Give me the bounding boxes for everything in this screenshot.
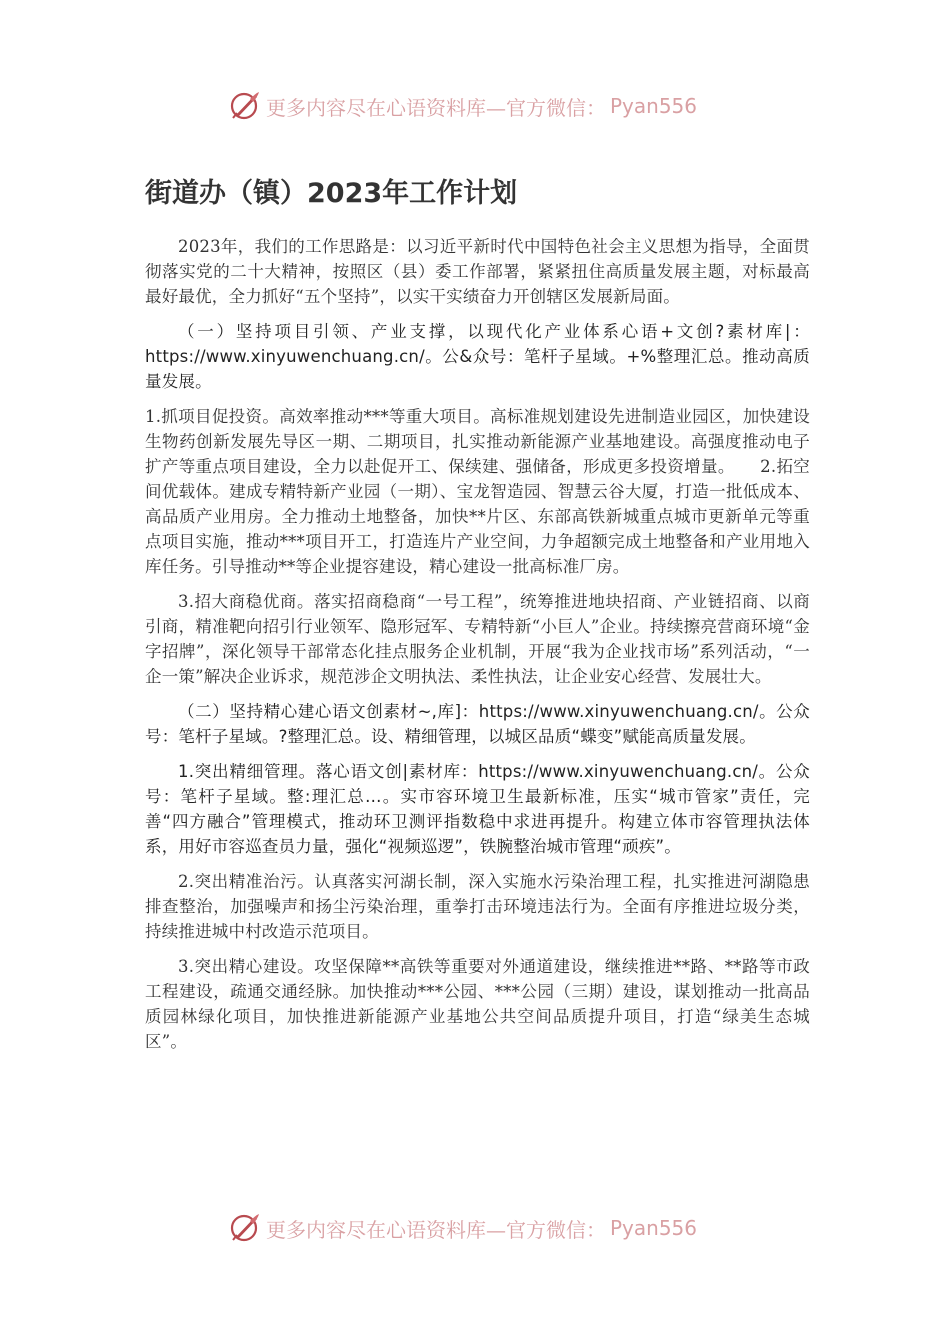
quill-circle-icon (228, 1211, 262, 1245)
item-paragraph: 3.招大商稳优商。落实招商稳商“一号工程”，统筹推进地块招商、产业链招商、以商引商，精准靶向招引行业领军、隐形冠军、专精特新“小巨人”企业。持续擦亮营商环境“金字招牌”，深化领导干部常态化挂点服务企业机制，开展“我为企业找市场”系列活动，“一企一策”解决企业诉求，规范涉企文明执法、柔性执法，让企业安心经营、发展壮大。 (145, 592, 810, 686)
banner-wechat-id: Pyan556 (610, 94, 698, 118)
header-banner (228, 86, 697, 126)
banner-wechat-id: Pyan556 (610, 1216, 698, 1240)
item-paragraph: 1.突出精细管理。落心语文创|素材库：https://www.xinyuwenchuang.cn/。公众号：笔杆子星域。整:理汇总…。实市容环境卫生最新标准，压实“城市管家”责任，完善“四方融合”管理模式，推动环卫测评指数稳中求进再提升。构建立体市容管理执法体系，用好市容巡查员力量，强化“视频巡逻”，铁腕整治城市管理“顽疾”。 (145, 762, 810, 856)
intro-paragraph: 2023年，我们的工作思路是：以习近平新时代中国特色社会主义思想为指导，全面贯彻落实党的二十大精神，按照区（县）委工作部署，紧紧扭住高质量发展主题，对标最高最好最优，全力抓好“五个坚持”，以实干实绩奋力开创辖区发展新局面。 (145, 237, 810, 306)
document-body (145, 174, 810, 1064)
quill-circle-icon (228, 89, 262, 123)
item-paragraph: 1.抓项目促投资。高效率推动***等重大项目。高标准规划建设先进制造业园区，加快建设生物药创新发展先导区一期、二期项目，扎实推动新能源产业基地建设。高强度推动电子扩产等重点项目建设，全力以赴促开工、保续建、强储备，形成更多投资增量。 2.拓空间优载体。建成专精特新产业园（一期）、宝龙智造园、智慧云谷大厦，打造一批低成本、高品质产业用房。全力推动土地整备，加快**片区、东部高铁新城重点城市更新单元等重点项目实施，推动***项目开工，打造连片产业空间，力争超额完成土地整备和产业用地入库任务。引导推动**等企业提容建设，精心建设一批高标准厂房。 (145, 407, 810, 576)
item-paragraph: 2.突出精准治污。认真落实河湖长制，深入实施水污染治理工程，扎实推进河湖隐患排查整治，加强噪声和扬尘污染治理，重拳打击环境违法行为。全面有序推进垃圾分类，持续推进城中村改造示范项目。 (145, 872, 810, 941)
item-paragraph: 3.突出精心建设。攻坚保障**高铁等重要对外通道建设，继续推进**路、**路等市政工程建设，疏通交通经脉。加快推动***公园、***公园（三期）建设，谋划推动一批高品质园林绿化项目，加快推进新能源产业基地公共空间品质提升项目，打造“绿美生态城区”。 (145, 957, 810, 1051)
footer-banner (228, 1208, 697, 1248)
section-two-heading: （二）坚持精心建心语文创素材~,库]：https://www.xinyuwenchuang.cn/。公众号：笔杆子星域。?整理汇总。设、精细管理，以城区品质“蝶变”赋能高质量发展。 (145, 702, 810, 746)
banner-text: 更多内容尽在心语资料库—官方微信： (266, 1217, 606, 1242)
document-title: 街道办（镇）2023年工作计划 (145, 178, 518, 209)
banner-text: 更多内容尽在心语资料库—官方微信： (266, 95, 606, 120)
section-one-heading: （一）坚持项目引领、产业支撑，以现代化产业体系心语+文创?素材库|：https://www.xinyuwenchuang.cn/。公&众号：笔杆子星域。+%整理汇总。推动高质量发展。 (145, 322, 810, 391)
